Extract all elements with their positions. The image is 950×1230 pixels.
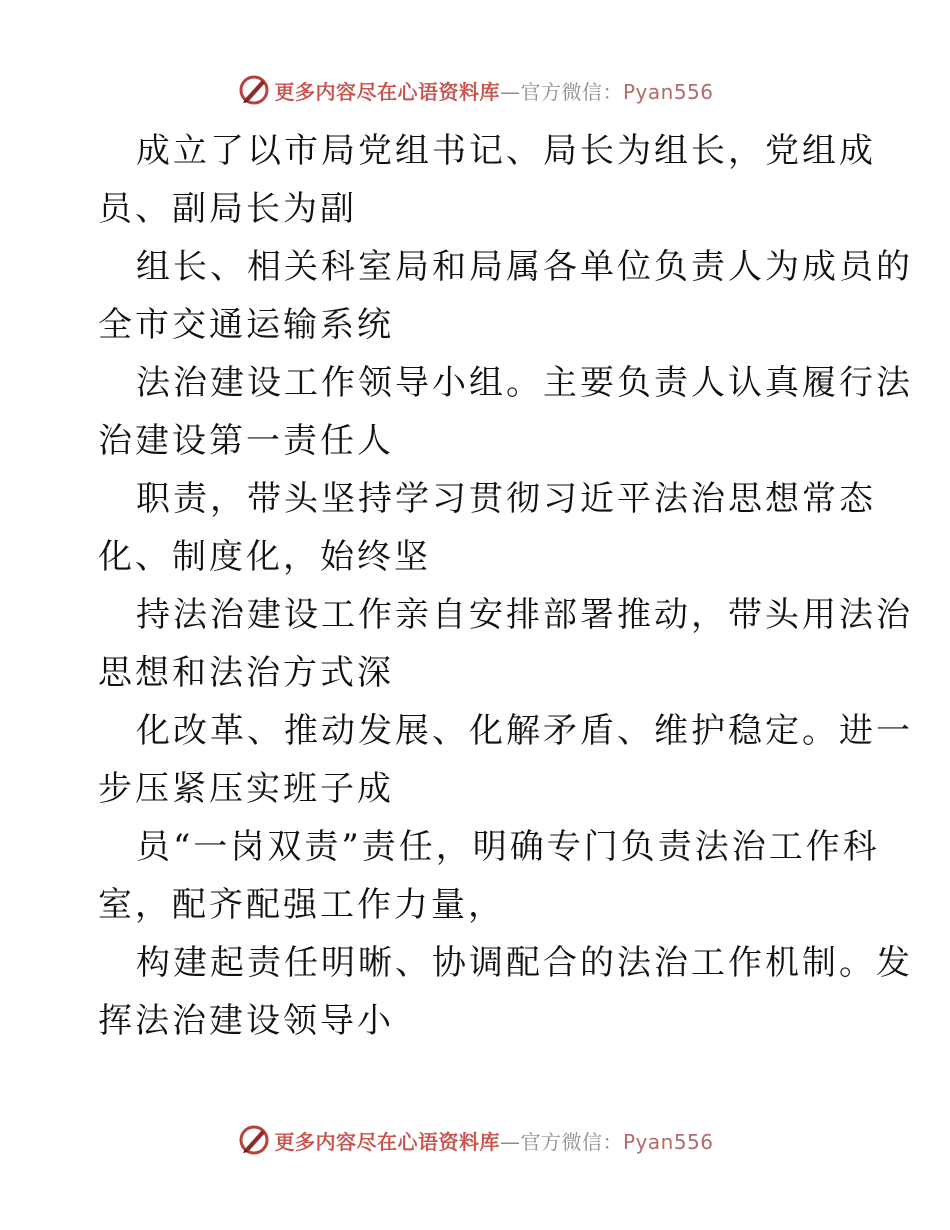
text-line bbox=[98, 180, 858, 238]
text-line bbox=[98, 238, 913, 296]
text-line bbox=[98, 470, 876, 528]
header-watermark bbox=[0, 70, 950, 110]
pen-logo-icon bbox=[236, 72, 272, 108]
line-text: 法治建设工作领导小组。主要负责人认真履行法 bbox=[136, 363, 913, 403]
text-line bbox=[98, 876, 858, 934]
text-line bbox=[98, 818, 880, 876]
line-text: 持法治建设工作亲自安排部署推动，带头用法治 bbox=[136, 595, 913, 635]
text-line bbox=[98, 296, 858, 354]
watermark-text bbox=[274, 76, 713, 105]
text-line bbox=[98, 354, 913, 412]
text-line bbox=[98, 934, 913, 992]
line-text: 挥法治建设领导小 bbox=[98, 1001, 394, 1041]
line-text: 化改革、推动发展、化解矛盾、维护稳定。进一 bbox=[136, 711, 913, 751]
line-text: 步压紧压实班子成 bbox=[98, 769, 394, 809]
watermark-dash: — bbox=[499, 1129, 521, 1154]
watermark-main: 更多内容尽在心语资料库 bbox=[274, 79, 500, 104]
watermark-text bbox=[274, 1126, 713, 1155]
line-text: 构建起责任明晰、协调配合的法治工作机制。发 bbox=[136, 943, 913, 983]
text-line bbox=[98, 412, 858, 470]
text-line bbox=[98, 992, 858, 1050]
footer-watermark bbox=[0, 1120, 950, 1160]
line-text: 全市交通运输系统 bbox=[98, 305, 394, 345]
watermark-code: Pyan556 bbox=[622, 1129, 714, 1154]
text-line bbox=[98, 122, 876, 180]
watermark-dash: — bbox=[499, 79, 521, 104]
line-text: 组长、相关科室局和局属各单位负责人为成员的 bbox=[136, 247, 913, 287]
watermark-code: Pyan556 bbox=[622, 79, 714, 104]
text-line bbox=[98, 528, 858, 586]
line-text: 化、制度化，始终坚 bbox=[98, 537, 431, 577]
line-text: 室，配齐配强工作力量， bbox=[98, 885, 505, 925]
text-line bbox=[98, 586, 913, 644]
line-text: 治建设第一责任人 bbox=[98, 421, 394, 461]
text-line bbox=[98, 760, 858, 818]
line-text: 员、副局长为副 bbox=[98, 189, 357, 229]
watermark-label: 官方微信： bbox=[520, 1129, 623, 1154]
watermark-label: 官方微信： bbox=[520, 79, 623, 104]
line-text: 思想和法治方式深 bbox=[98, 653, 394, 693]
text-line bbox=[98, 644, 858, 702]
text-line bbox=[98, 702, 913, 760]
line-text: 员“一岗双责”责任，明确专门负责法治工作科 bbox=[136, 827, 880, 867]
body-text bbox=[98, 122, 913, 1050]
line-text: 职责，带头坚持学习贯彻习近平法治思想常态 bbox=[136, 479, 876, 519]
pen-logo-icon bbox=[236, 1122, 272, 1158]
line-text: 成立了以市局党组书记、局长为组长，党组成 bbox=[136, 131, 876, 171]
watermark-main: 更多内容尽在心语资料库 bbox=[274, 1129, 500, 1154]
